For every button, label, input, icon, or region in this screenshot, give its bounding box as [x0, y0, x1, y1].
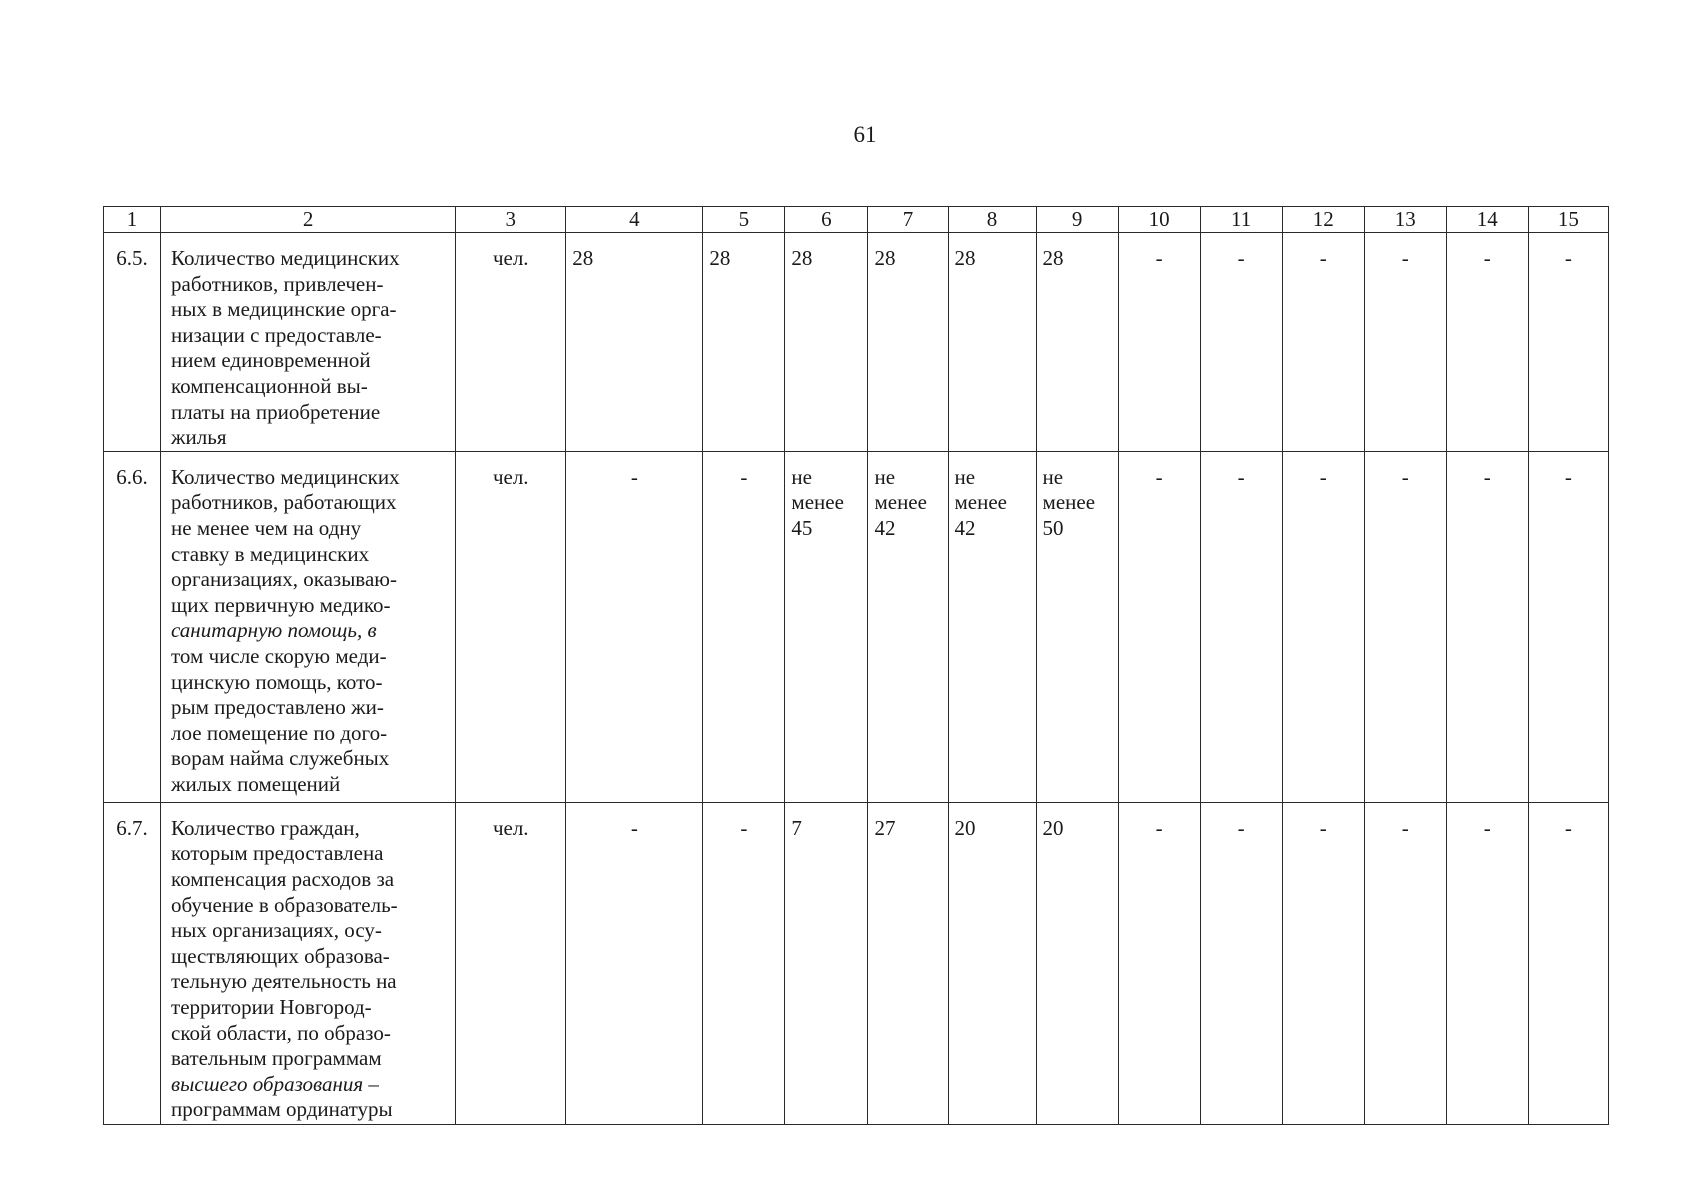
indicator-name-line: вательным программам — [171, 1046, 382, 1071]
indicator-name-line: щих первичную медико- — [171, 592, 391, 617]
indicator-name-line: платы на приобретение — [171, 399, 381, 424]
value-cell: - — [1200, 451, 1282, 802]
indicator-name-line: ных в медицинские орга- — [171, 297, 397, 322]
indicator-name-line: ществляющих образова- — [171, 943, 390, 968]
value-cell: - — [1528, 451, 1608, 802]
value-cell: 28 — [785, 233, 868, 452]
value-cell: - — [1446, 802, 1528, 1124]
indicator-name — [161, 802, 456, 1124]
row-number: 6.5. — [104, 233, 161, 452]
value-cell: не менее 42 — [868, 451, 948, 802]
value-cell: 28 — [868, 233, 948, 452]
row-number: 6.6. — [104, 451, 161, 802]
indicator-name-line: санитарную помощь, в — [171, 618, 377, 643]
column-number: 10 — [1118, 207, 1200, 233]
value-cell: - — [1118, 233, 1200, 452]
value-cell: 27 — [868, 802, 948, 1124]
value-cell: - — [703, 451, 785, 802]
table-body — [104, 207, 1609, 1125]
indicator-name-line: работников, работающих — [171, 490, 397, 515]
indicator-name-line: Количество медицинских — [171, 246, 400, 270]
value-cell: не менее 45 — [785, 451, 868, 802]
value-cell: - — [1364, 802, 1446, 1124]
value-cell: 28 — [566, 233, 703, 452]
indicators-table — [103, 206, 1609, 1125]
indicator-name-line: жилья — [171, 425, 227, 450]
indicator-name-line: ворам найма служебных — [171, 746, 390, 771]
indicator-name-line: работников, привлечен- — [171, 271, 384, 296]
table-row — [104, 802, 1609, 1124]
indicator-name-line: жилых помещений — [171, 771, 341, 796]
indicator-name — [161, 451, 456, 802]
value-cell: 28 — [1036, 233, 1118, 452]
column-number: 1 — [104, 207, 161, 233]
indicator-name-line: низации с предоставле- — [171, 322, 382, 347]
indicator-name-line: компенсационной вы- — [171, 373, 368, 398]
column-number: 14 — [1446, 207, 1528, 233]
column-number: 8 — [948, 207, 1036, 233]
indicator-name-line: территории Новгород- — [171, 994, 372, 1019]
indicator-name-line: тельную деятельность на — [171, 969, 397, 994]
value-cell: - — [1118, 451, 1200, 802]
column-number: 6 — [785, 207, 868, 233]
indicator-name-line: компенсация расходов за — [171, 866, 395, 891]
value-cell: - — [1446, 451, 1528, 802]
indicator-name-line: лое помещение по дого- — [171, 720, 388, 745]
value-cell: 28 — [948, 233, 1036, 452]
indicator-name — [161, 233, 456, 452]
unit-of-measure: чел. — [456, 802, 566, 1124]
indicator-name-line: которым предоставлена — [171, 841, 384, 866]
value-cell: 7 — [785, 802, 868, 1124]
value-cell: - — [1364, 233, 1446, 452]
indicator-name-line: не менее чем на одну — [171, 515, 362, 540]
column-number-row — [104, 207, 1609, 233]
value-cell: - — [1118, 802, 1200, 1124]
table-row — [104, 451, 1609, 802]
column-number: 5 — [703, 207, 785, 233]
indicator-name-line: ных организациях, осу- — [171, 918, 382, 943]
value-cell: 20 — [948, 802, 1036, 1124]
column-number: 2 — [161, 207, 456, 233]
indicator-name-line: высшего образования – — [171, 1071, 379, 1096]
indicator-name-line: программам ординатуры — [171, 1097, 393, 1122]
row-number: 6.7. — [104, 802, 161, 1124]
indicator-name-line: Количество медицинских — [171, 464, 400, 489]
indicator-name-line: организациях, оказываю- — [171, 567, 397, 592]
column-number: 4 — [566, 207, 703, 233]
value-cell: - — [1282, 802, 1364, 1124]
indicator-name-line: ской области, по образо- — [171, 1020, 391, 1045]
table-row — [104, 233, 1609, 452]
indicator-name-line: цинскую помощь, кото- — [171, 669, 383, 694]
value-cell: - — [1528, 233, 1608, 452]
page-number: 61 — [853, 122, 877, 147]
column-number: 3 — [456, 207, 566, 233]
indicator-name-line: ставку в медицинских — [171, 541, 370, 566]
value-cell: - — [1200, 233, 1282, 452]
value-cell: - — [566, 451, 703, 802]
column-number: 13 — [1364, 207, 1446, 233]
column-number: 9 — [1036, 207, 1118, 233]
value-cell: - — [1200, 802, 1282, 1124]
value-cell: - — [1364, 451, 1446, 802]
indicator-name-line: рым предоставлено жи- — [171, 695, 384, 720]
value-cell: - — [566, 802, 703, 1124]
column-number: 11 — [1200, 207, 1282, 233]
value-cell: - — [703, 802, 785, 1124]
indicator-name-line: обучение в образователь- — [171, 892, 398, 917]
unit-of-measure: чел. — [456, 233, 566, 452]
column-number: 15 — [1528, 207, 1608, 233]
value-cell: не менее 50 — [1036, 451, 1118, 802]
value-cell: - — [1282, 451, 1364, 802]
unit-of-measure: чел. — [456, 451, 566, 802]
value-cell: - — [1282, 233, 1364, 452]
column-number: 7 — [868, 207, 948, 233]
indicator-name-line: Количество граждан, — [171, 815, 360, 840]
indicator-name-line: нием единовременной — [171, 348, 371, 373]
indicator-name-line: том числе скорую меди- — [171, 643, 387, 668]
value-cell: не менее 42 — [948, 451, 1036, 802]
value-cell: 28 — [703, 233, 785, 452]
value-cell: 20 — [1036, 802, 1118, 1124]
column-number: 12 — [1282, 207, 1364, 233]
value-cell: - — [1446, 233, 1528, 452]
value-cell: - — [1528, 802, 1608, 1124]
